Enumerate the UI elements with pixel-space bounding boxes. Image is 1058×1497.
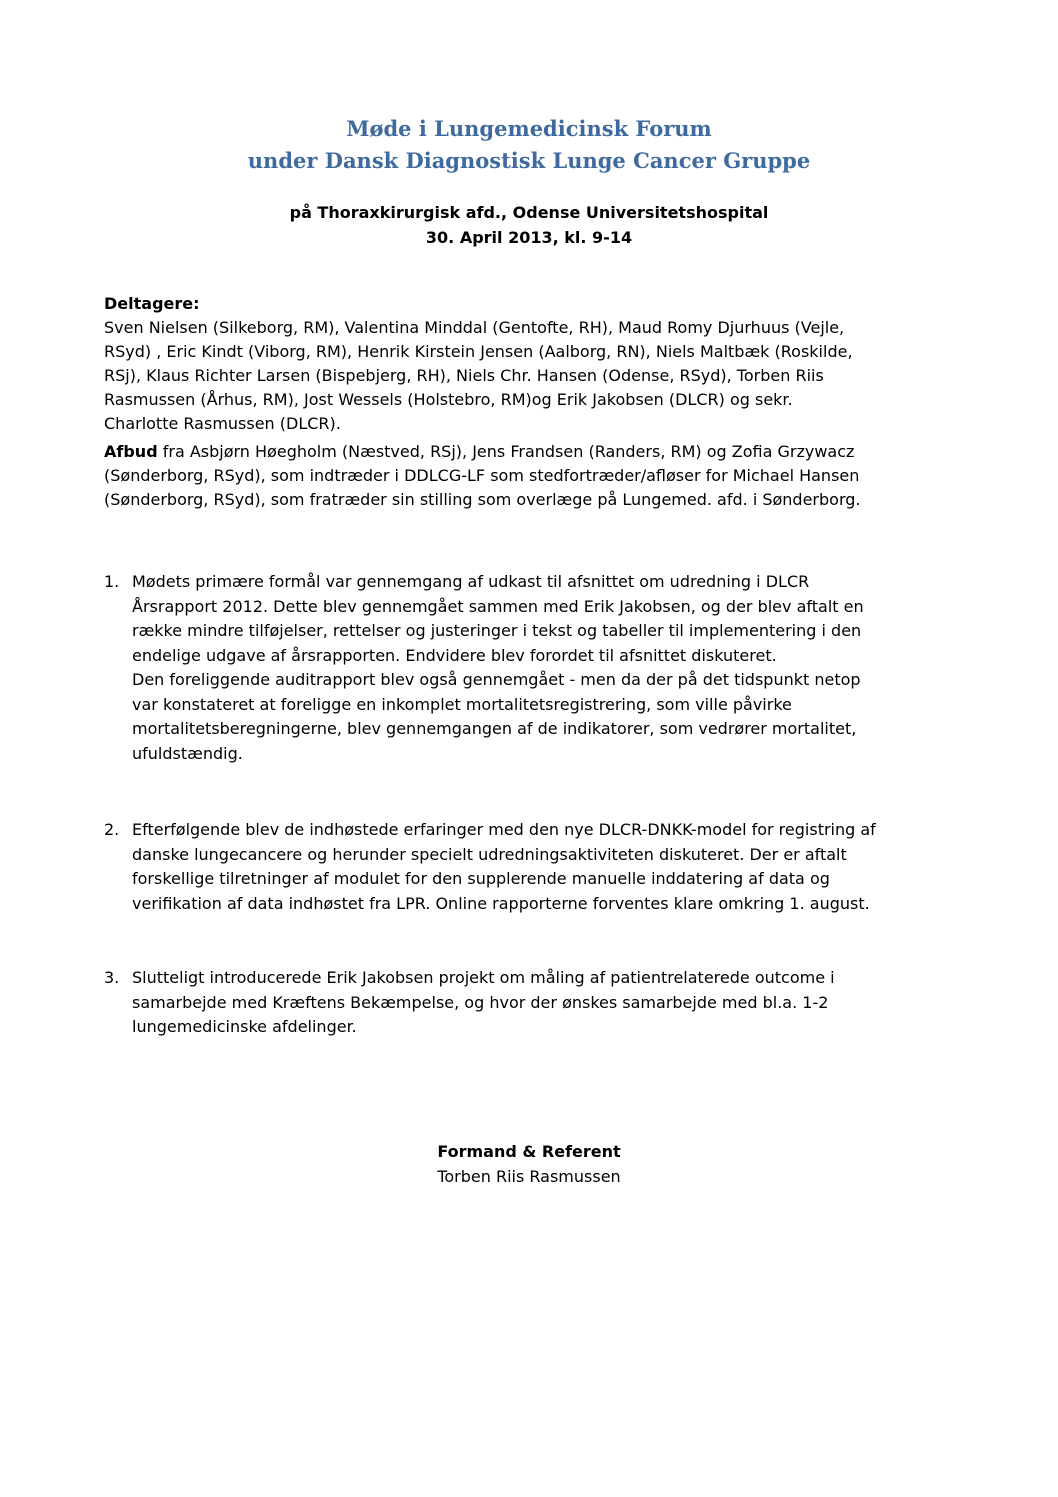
- item-line: var konstateret at foreligge en inkomplet mortalitetsregistrering, som ville påvirke: [132, 694, 792, 714]
- absence-text: fra Asbjørn Høegholm (Næstved, RSj), Jens Frandsen (Randers, RM) og Zofia Grzywacz: [157, 442, 855, 461]
- absence-line: [104, 440, 974, 464]
- item-number: 3.: [104, 968, 120, 987]
- meeting-date: 30. April 2013, kl. 9-14: [425, 228, 633, 247]
- participants-line: RSj), Klaus Richter Larsen (Bispebjerg, RH), Niels Chr. Hansen (Odense, RSyd), Torben Riis: [104, 366, 824, 385]
- item-line: endelige udgave af årsrapporten. Endvidere blev forordet til afsnittet diskuteret.: [132, 645, 777, 665]
- participants-line: RSyd) , Eric Kindt (Viborg, RM), Henrik Kirstein Jensen (Aalborg, RN), Niels Maltbæk (Roskilde,: [104, 342, 853, 361]
- item-line: forskellige tilretninger af modulet for den supplerende manuelle inddatering af data og: [132, 869, 830, 888]
- meeting-location: på Thoraxkirurgisk afd., Odense Universitetshospital: [289, 203, 769, 222]
- item-line: verifikation af data indhøstet fra LPR. Online rapporterne forventes klare omkring 1. august.: [132, 893, 870, 913]
- item-number: 1.: [104, 572, 120, 591]
- item-line: ufuldstændig.: [132, 743, 243, 763]
- signature-role: Formand & Referent: [437, 1142, 621, 1161]
- item-line: Årsrapport 2012. Dette blev gennemgået sammen med Erik Jakobsen, og der blev aftalt en: [132, 596, 864, 616]
- item-line: række mindre tilføjelser, rettelser og justeringer i tekst og tabeller til implementering i den: [132, 621, 862, 640]
- participants-line: Rasmussen (Århus, RM), Jost Wessels (Holstebro, RM)og Erik Jakobsen (DLCR) og sekr.: [104, 390, 793, 409]
- absence-section: [104, 440, 974, 512]
- title-line-2: under Dansk Diagnostisk Lunge Cancer Gruppe: [247, 148, 811, 173]
- item-line: mortalitetsberegningerne, blev gennemgangen af de indikatorer, som vedrører mortalitet,: [132, 719, 857, 738]
- absence-line: (Sønderborg, RSyd), som fratræder sin stilling som overlæge på Lungemed. afd. i Sønderborg.: [104, 490, 861, 509]
- participants-line: Sven Nielsen (Silkeborg, RM), Valentina Minddal (Gentofte, RH), Maud Romy Djurhuus (Vejle,: [104, 318, 845, 337]
- absence-label: Afbud: [104, 442, 158, 461]
- title-line-1: Møde i Lungemedicinsk Forum: [346, 116, 712, 141]
- participants-heading: Deltagere:: [104, 294, 200, 313]
- item-line: danske lungecancere og herunder specielt udredningsaktiviteten diskuteret. Der er aftalt: [132, 844, 847, 864]
- item-line: samarbejde med Kræftens Bekæmpelse, og hvor der ønskes samarbejde med bl.a. 1-2: [132, 992, 829, 1012]
- item-line: lungemedicinske afdelinger.: [132, 1017, 357, 1036]
- absence-line: (Sønderborg, RSyd), som indtræder i DDLCG-LF som stedfortræder/afløser for Michael Hansen: [104, 466, 860, 485]
- item-line: Mødets primære formål var gennemgang af udkast til afsnittet om udredning i DLCR: [132, 572, 810, 591]
- item-number: 2.: [104, 820, 120, 839]
- participants-section: [104, 292, 974, 436]
- item-line: Den foreliggende auditrapport blev også gennemgået - men da der på det tidspunkt netop: [132, 670, 861, 689]
- item-line: Slutteligt introducerede Erik Jakobsen projekt om måling af patientrelaterede outcome i: [132, 968, 835, 987]
- participants-line: Charlotte Rasmussen (DLCR).: [104, 414, 341, 433]
- item-line: Efterfølgende blev de indhøstede erfaringer med den nye DLCR-DNKK-model for registring af: [132, 820, 876, 839]
- signature-name: Torben Riis Rasmussen: [437, 1167, 621, 1186]
